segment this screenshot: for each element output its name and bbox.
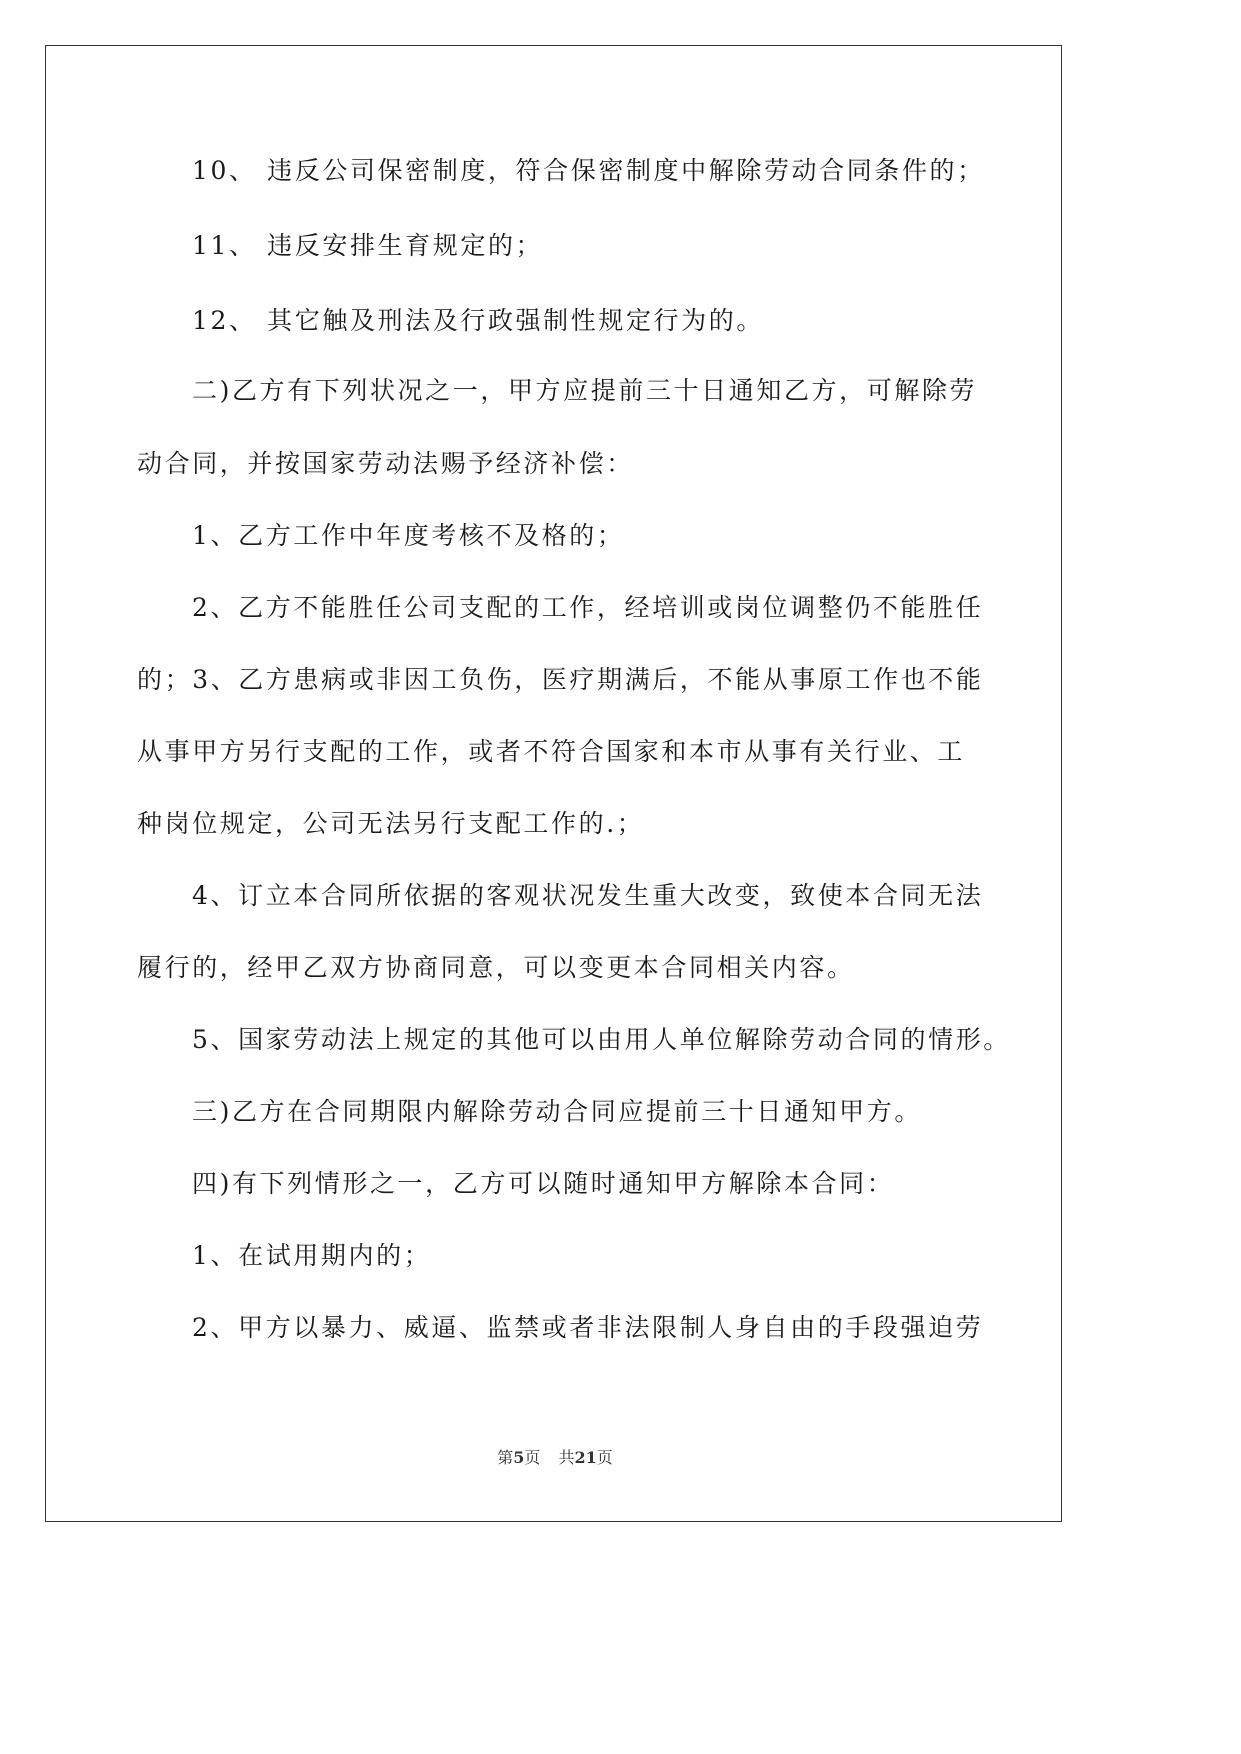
text-line: 4、订立本合同所依据的客观状况发生重大改变，致使本合同无法 bbox=[192, 881, 984, 910]
text-line: 种岗位规定，公司无法另行支配工作的.； bbox=[137, 809, 645, 838]
text-line: 1、在试用期内的； bbox=[192, 1241, 432, 1270]
text-line: 2、甲方以暴力、威逼、监禁或者非法限制人身自由的手段强迫劳 bbox=[192, 1313, 984, 1342]
text-line: 2、乙方不能胜任公司支配的工作，经培训或岗位调整仍不能胜任 bbox=[192, 593, 984, 622]
text-line: 从事甲方另行支配的工作，或者不符合国家和本市从事有关行业、工 bbox=[137, 737, 966, 766]
page-number: 5 bbox=[513, 1448, 525, 1467]
page-border bbox=[45, 45, 1062, 1522]
text-line: 12、 其它触及刑法及行政强制性规定行为的。 bbox=[192, 306, 764, 335]
text-line: 履行的，经甲乙双方协商同意，可以变更本合同相关内容。 bbox=[137, 953, 855, 982]
text-line: 二)乙方有下列状况之一，甲方应提前三十日通知乙方，可解除劳 bbox=[192, 376, 978, 405]
text-line: 1、乙方工作中年度考核不及格的； bbox=[192, 521, 625, 550]
text-line: 的；3、乙方患病或非因工负伤，医疗期满后，不能从事原工作也不能 bbox=[137, 665, 984, 694]
text-line: 10、 违反公司保密制度，符合保密制度中解除劳动合同条件的； bbox=[192, 156, 985, 185]
footer-total-prefix: 共 bbox=[558, 1448, 575, 1467]
text-line: 四)有下列情形之一，乙方可以随时通知甲方解除本合同： bbox=[192, 1169, 895, 1198]
footer-page-unit: 页 bbox=[524, 1448, 541, 1467]
text-line: 11、 违反安排生育规定的； bbox=[192, 231, 544, 260]
text-line: 5、国家劳动法上规定的其他可以由用人单位解除劳动合同的情形。 bbox=[192, 1025, 1011, 1054]
text-line: 三)乙方在合同期限内解除劳动合同应提前三十日通知甲方。 bbox=[192, 1097, 922, 1126]
footer-prefix: 第 bbox=[497, 1448, 514, 1467]
text-line: 动合同，并按国家劳动法赐予经济补偿： bbox=[137, 449, 634, 478]
page-footer bbox=[0, 1448, 1110, 1468]
total-pages: 21 bbox=[574, 1448, 597, 1467]
footer-total-unit: 页 bbox=[596, 1448, 613, 1467]
